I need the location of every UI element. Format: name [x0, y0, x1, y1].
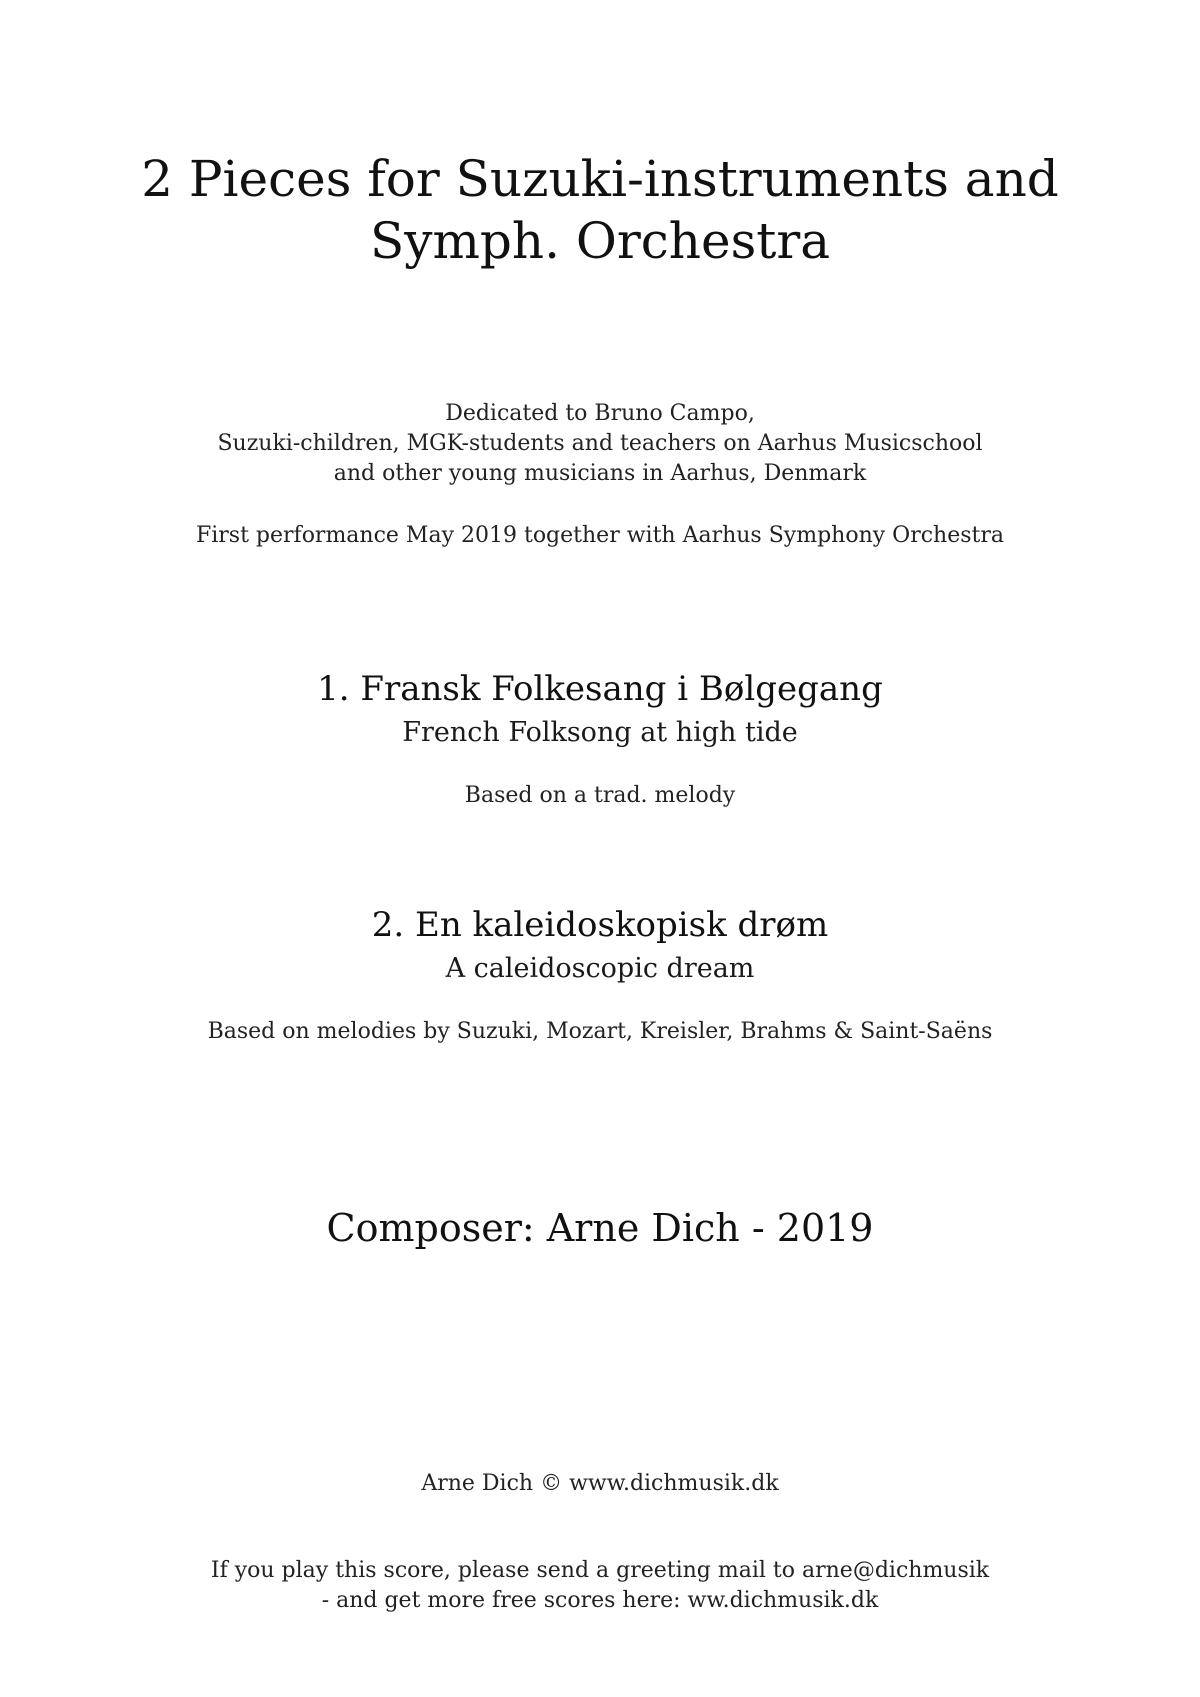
- piece-2-note: Based on melodies by Suzuki, Mozart, Kreisler, Brahms & Saint-Saëns: [207, 1019, 993, 1044]
- page-title-line-2: Symph. Orchestra: [369, 212, 831, 270]
- dedication-line-2: Suzuki-children, MGK-students and teachers on Aarhus Musicschool: [217, 431, 983, 456]
- piece-2-title: 2. En kaleidoskopisk drøm: [371, 905, 829, 945]
- piece-2-subtitle: A caleidoscopic dream: [445, 953, 755, 984]
- footer-line-2: - and get more free scores here: ww.dichmusik.dk: [321, 1588, 879, 1613]
- copyright-line: Arne Dich © www.dichmusik.dk: [421, 1471, 779, 1496]
- composer-credit: Composer: Arne Dich - 2019: [326, 1206, 874, 1250]
- piece-1-note: Based on a trad. melody: [464, 783, 736, 808]
- dedication-line-1: Dedicated to Bruno Campo,: [445, 401, 755, 426]
- page-title-line-1: 2 Pieces for Suzuki-instruments and: [141, 150, 1059, 208]
- piece-1-title: 1. Fransk Folkesang i Bølgegang: [317, 669, 883, 709]
- footer-line-1: If you play this score, please send a greeting mail to arne@dichmusik: [210, 1558, 990, 1583]
- first-performance-text: First performance May 2019 together with Aarhus Symphony Orchestra: [195, 523, 1004, 548]
- dedication-line-3: and other young musicians in Aarhus, Denmark: [333, 461, 867, 486]
- piece-1-subtitle: French Folksong at high tide: [402, 717, 798, 748]
